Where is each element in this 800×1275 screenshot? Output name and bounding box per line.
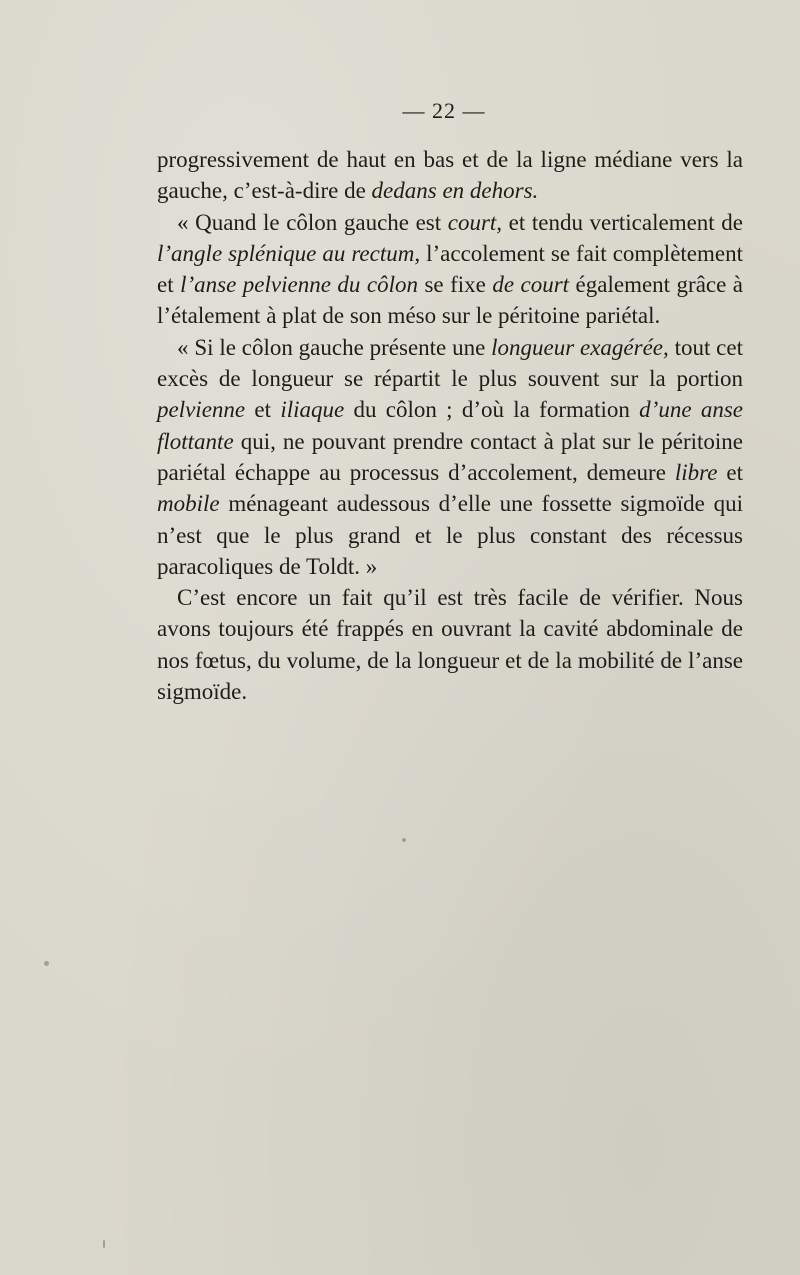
paragraph-3-run-5: et <box>245 397 281 423</box>
paragraph-3-run-10: libre <box>674 459 718 485</box>
paragraph-3-run-11: et <box>717 459 743 485</box>
paragraph-2-run-5: l’accolement se fait complètement et <box>157 240 743 298</box>
paragraph-2-run-9: également grâce à l’étalement à plat de son méso sur le péritoine pariétal. <box>157 272 744 329</box>
paragraph-1-run-1: progressivement de haut en bas et de la ligne médiane vers la gauche, c’est-à-dire de <box>157 147 743 204</box>
paragraph-1 <box>157 144 743 207</box>
scan-speck <box>103 1240 105 1248</box>
paragraph-3-run-3: tout cet excès de longueur se répartit le plus souvent sur la portion <box>157 334 743 392</box>
paragraph-3-run-13: ménageant audessous d’elle une fossette sigmoïde qui n’est que le plus grand et le plus constant des récessus paracoliques de Toldt. » <box>157 491 743 579</box>
paragraph-4-run-1: C’est encore un fait qu’il est très facile de vérifier. Nous avons toujours été frappés en ouvrant la cavité abdominale de nos fœtus, du volume, de la longueur et de la mobilité de l’anse sigmoïde. <box>157 585 743 705</box>
paragraph-2-run-1: « Quand le côlon gauche est <box>177 209 448 235</box>
paragraph-3-run-1: « Si le côlon gauche présente une <box>177 334 492 360</box>
paragraph-2-run-4: l’angle splénique au rectum, <box>157 240 421 266</box>
paragraph-3-run-9: qui, ne pouvant prendre contact à plat sur le péritoine pariétal échappe au processus d’accolement, demeure <box>157 428 743 485</box>
scan-speck <box>402 838 406 842</box>
paragraph-2-run-3: et tendu verticalement de <box>502 209 743 235</box>
paragraph-3-run-8: d’une anse flottante <box>157 397 743 454</box>
paragraph-2-run-6: l’anse pelvienne du côlon <box>180 272 418 298</box>
paragraph-3-run-4: pelvienne <box>157 397 246 423</box>
paragraph-2 <box>157 207 743 332</box>
page-number: — 22 — <box>402 98 486 123</box>
paragraph-3-run-6: iliaque <box>280 397 345 423</box>
body-text <box>157 144 743 707</box>
paragraph-1-run-2: dedans en dehors. <box>371 178 539 204</box>
paragraph-4 <box>157 582 743 707</box>
paragraph-3-run-7: du côlon ; d’où la formation <box>344 397 640 423</box>
paragraph-3-run-2: longueur exagérée, <box>491 334 669 360</box>
paragraph-2-run-8: de court <box>492 272 570 298</box>
paragraph-3-run-12: mobile <box>157 491 220 517</box>
paragraph-2-run-7: se fixe <box>417 272 493 298</box>
scan-speck <box>44 961 49 966</box>
paragraph-3 <box>157 332 743 582</box>
paragraph-2-run-2: court, <box>447 209 503 235</box>
